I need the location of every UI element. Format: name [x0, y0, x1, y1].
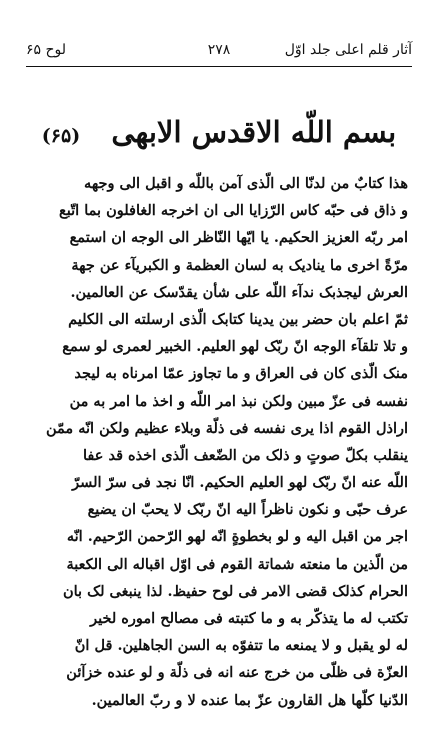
text-line: له لو یقبل و لا یمنعه ما تتفوّه به السن الجاهلین. قل انّ [74, 637, 408, 655]
text-line: اراذل القوم اذا یری نفسه فی ذلّة وبلاء عظیم ولكن انّه ممّن [45, 419, 408, 437]
text-line: ثمّ اعلم بان حضر بین یدینا كتابک الّذی ارسلته الی الكلیم [68, 310, 408, 328]
tablet-number: لوح ۶۵ [26, 42, 67, 58]
text-line: مرّةً اخری ما ینادیک به لسان العظمة و الكبریآء عن جهة [71, 256, 408, 274]
book-title: آثار قلم اعلی جلد اوّل [284, 42, 412, 58]
text-line: اجر من اقبل الیه و لو بخطوةٍ انّه لهو الرّحمن الرّحیم. انّه [66, 528, 408, 546]
text-line: هذا كتابٌ من لدنّا الی الّذی آمن باللّه و اقبل الی وجهه [84, 175, 408, 192]
text-line: ینقلب بكلّ صوتٍ و ذلک من الضّعف الّذی اخذه قد عفا [83, 446, 408, 464]
tablet-heading [30, 108, 408, 156]
text-line: العزّة فی ظلّی من خرج عنه انه فی ذلّة و لو عنده خزآئن [66, 664, 408, 682]
text-line: امر ربّه العزیز الحكیم. یا ایّها النّاظر الی الوجه ان استمع [69, 229, 408, 247]
invocation-title: بسم اللّه الاقدس الابهی [111, 115, 397, 149]
text-line: تكتب له ما یتذكّر به و ما كتبته فی مصالح اموره لخیر [90, 610, 408, 627]
text-line: الحرام كذلک قضی الامر فی لوح حفیظ. لذا ینبغی لک بان [62, 582, 408, 600]
text-line: العرش لیجذبک ندآء اللّه علی شأن یقدّسک عن العالمین. [70, 283, 408, 301]
text-line: و ذاق فی حبّه كاس الرّزایا الی ان اخرجه الغافلون بما اتّبع [58, 202, 408, 220]
text-line: منک الّذی كان فی العراق و ما تجاوز عمّا امرناه به لیجد [74, 365, 408, 383]
text-line: نفسه فی عزّ مبین ولكن نبذ امر اللّه و اخذ ما امر به من [69, 392, 408, 410]
text-line: اللّه عنه انّ ربّک لهو العلیم الحكیم. انّا نجد فی سرّ السرّ [72, 474, 408, 492]
body-text [34, 170, 408, 714]
text-line: عرف حبّی و نكون ناظراً الیه انّ ربّک لا یحبّ ان یضیع [87, 501, 408, 519]
text-line: و تلا تلقآء الوجه انّ ربّک لهو العلیم. الخبیر لعمری لو سمع [62, 338, 408, 356]
header-rule [26, 66, 412, 67]
text-line: من الّذین ما منعته شماتة القوم فی اوّل اقباله الی الكعبة [66, 555, 408, 573]
page-number: ۲۷۸ [207, 42, 231, 58]
text-line: الدّنیا كلّها هل القارون عزّ بما عنده لا و ربّ العالمین. [91, 691, 408, 709]
tablet-number-label: (۶۵) [41, 125, 81, 147]
page-header [26, 40, 412, 70]
